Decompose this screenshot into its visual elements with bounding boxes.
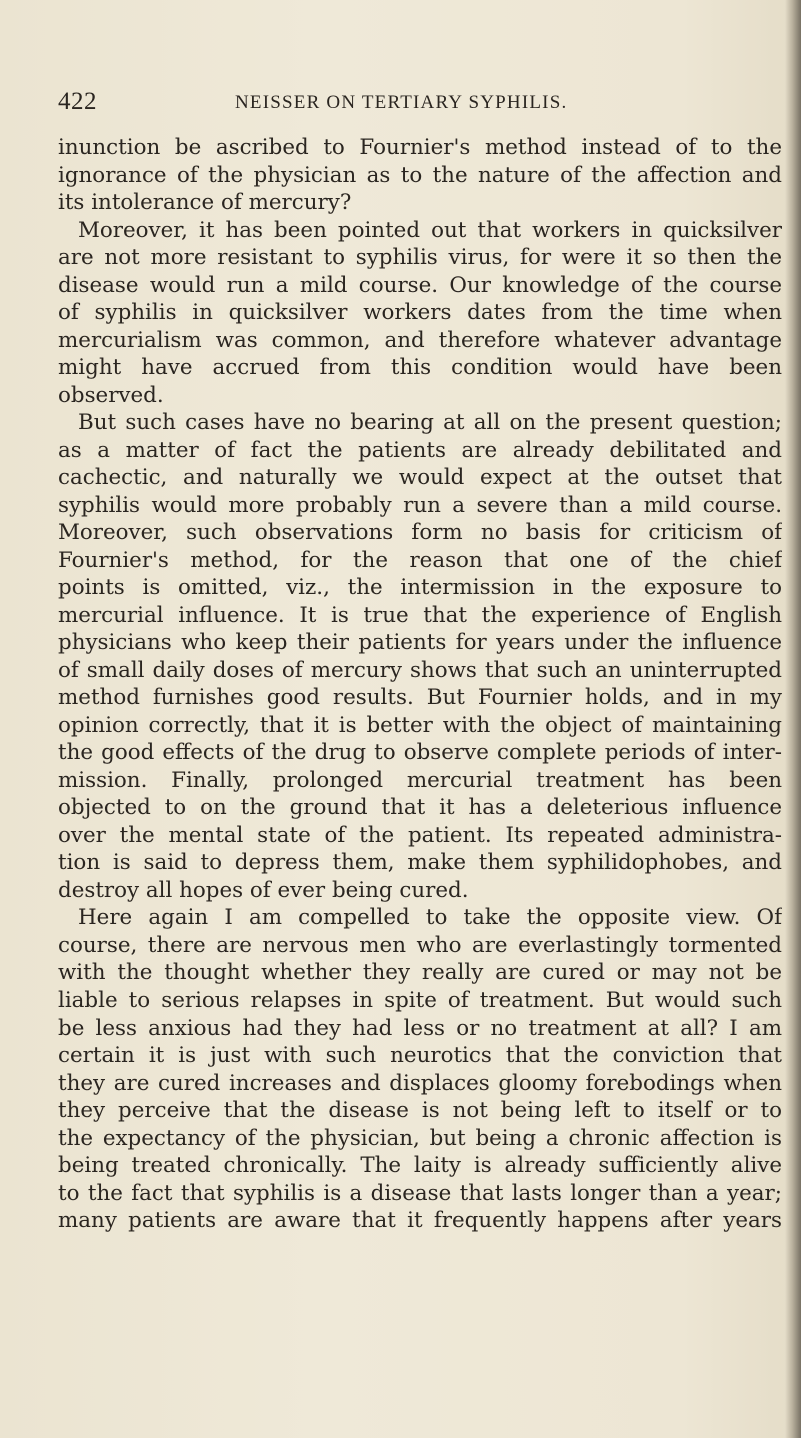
text-line: objected to on the ground that it has a deleterious influence [58, 795, 782, 821]
text-line: mission. Finally, prolonged mercurial treatment has been [58, 767, 782, 793]
text-line: points is omitted, viz., the intermission in the exposure to [58, 575, 782, 601]
text-line: are not more resistant to syphilis virus, for were it so then the [58, 245, 782, 271]
text-line: opinion correctly, that it is better with the object of maintaining [58, 712, 782, 738]
text-line: mercurialism was common, and therefore whatever advantage [58, 327, 782, 353]
text-line: Moreover, it has been pointed out that workers in quicksilver [78, 217, 782, 243]
text-line: ignorance of the physician as to the nature of the affection and [58, 162, 782, 188]
text-line: as a matter of fact the patients are already debilitated and [58, 437, 782, 463]
text-line: they are cured increases and displaces gloomy forebodings when [58, 1070, 782, 1096]
text-line: Here again I am compelled to take the opposite view. Of [78, 905, 782, 931]
text-line: they perceive that the disease is not being left to itself or to [58, 1098, 782, 1124]
text-line: Fournier's method, for the reason that one of the chief [58, 547, 782, 573]
text-line: disease would run a mild course. Our knowledge of the course [58, 272, 782, 298]
body-text [58, 134, 782, 1235]
text-line: the good effects of the drug to observe complete periods of inter- [58, 740, 782, 766]
page-edge-shadow [785, 0, 801, 1438]
text-line: physicians who keep their patients for years under the influence [58, 630, 782, 656]
text-line: mercurial influence. It is true that the experience of English [58, 602, 782, 628]
text-line: liable to serious relapses in spite of treatment. But would such [58, 987, 782, 1013]
text-line: method furnishes good results. But Fournier holds, and in my [58, 685, 782, 711]
text-line: tion is said to depress them, make them syphilidophobes, and [58, 850, 782, 876]
text-line: certain it is just with such neurotics that the conviction that [58, 1043, 782, 1069]
text-line: might have accrued from this condition would have been [58, 355, 782, 381]
text-line: with the thought whether they really are cured or may not be [58, 960, 782, 986]
text-line: inunction be ascribed to Fournier's method instead of to the [58, 135, 782, 160]
text-line: to the fact that syphilis is a disease that lasts longer than a year; [58, 1180, 782, 1206]
text-line: syphilis would more probably run a severe than a mild course. [58, 492, 782, 518]
text-line: over the mental state of the patient. Its repeated administra- [58, 822, 782, 848]
text-line: destroy all hopes of ever being cured. [58, 877, 469, 903]
text-line: cachectic, and naturally we would expect at the outset that [58, 465, 782, 491]
running-head [58, 88, 778, 116]
text-line: But such cases have no bearing at all on the present question; [78, 410, 782, 436]
running-title: NEISSER ON TERTIARY SYPHILIS. [235, 92, 568, 113]
text-line: course, there are nervous men who are everlastingly tormented [58, 932, 782, 958]
text-line: be less anxious had they had less or no treatment at all? I am [58, 1015, 782, 1041]
text-line: being treated chronically. The laity is already sufficiently alive [58, 1153, 782, 1179]
text-line: the expectancy of the physician, but being a chronic affection is [58, 1125, 782, 1151]
text-line: Moreover, such observations form no basis for criticism of [58, 520, 782, 546]
text-line: of syphilis in quicksilver workers dates from the time when [58, 300, 782, 326]
text-line: of small daily doses of mercury shows that such an uninterrupted [58, 657, 782, 683]
text-line: observed. [58, 382, 164, 408]
text-line: many patients are aware that it frequently happens after years [58, 1208, 782, 1234]
page-number: 422 [58, 88, 97, 115]
text-line: its intolerance of mercury? [58, 190, 352, 216]
